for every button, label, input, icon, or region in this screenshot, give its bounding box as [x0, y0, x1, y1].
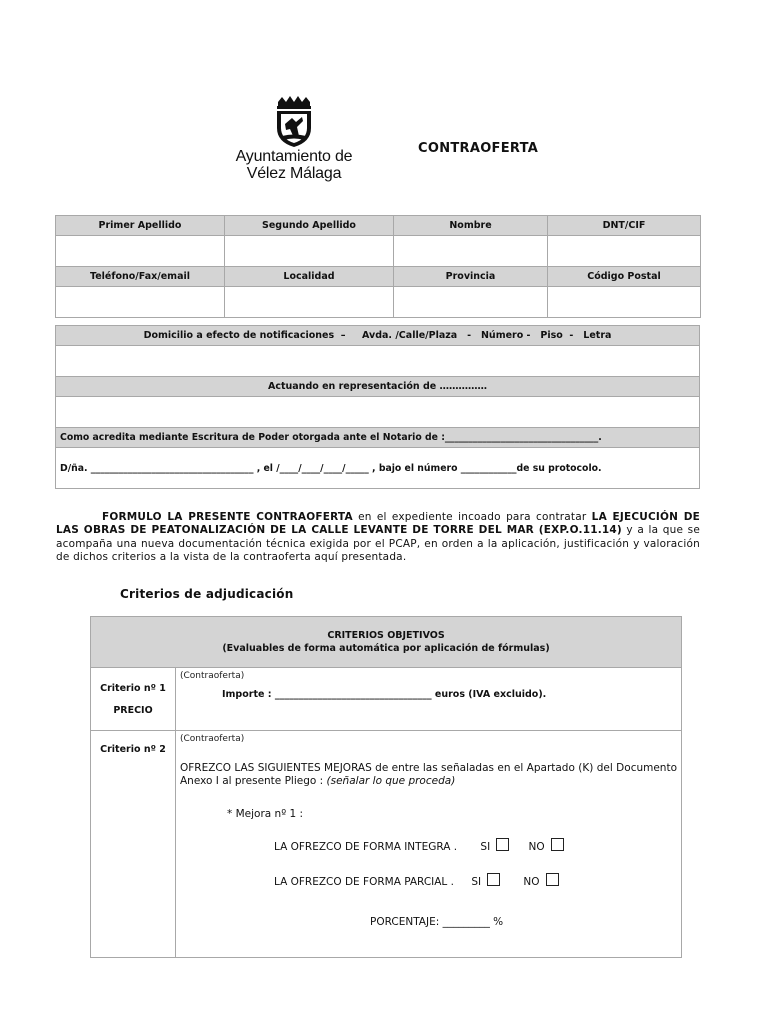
field-segundo-apellido[interactable]: [225, 236, 394, 267]
field-provincia[interactable]: [394, 287, 548, 318]
criteria-header-line1: CRITERIOS OBJETIVOS: [327, 630, 445, 641]
criteria-header-line2: (Evaluables de forma automática por aplicación de fórmulas): [222, 643, 550, 654]
dna-text: D/ña. ___________________________________ , el /____/____/____/_____ , bajo el número ____________de su protocolo.: [56, 448, 700, 489]
mejora-label: * Mejora nº 1 :: [227, 808, 304, 820]
address-table: [55, 325, 700, 489]
field-dni-cif[interactable]: [548, 236, 701, 267]
importe-field[interactable]: Importe : _________________________________ euros (IVA excluido).: [222, 689, 547, 700]
criterion-2-text: [180, 762, 677, 788]
integra-no-label: NO: [528, 841, 545, 853]
integra-si-checkbox[interactable]: [496, 838, 509, 851]
integra-no-checkbox[interactable]: [551, 838, 564, 851]
field-nombre[interactable]: [394, 236, 548, 267]
criterion-2-instruction: (señalar lo que proceda): [326, 775, 456, 787]
criterion-2-body: [176, 731, 682, 958]
field-codigo-postal[interactable]: [548, 287, 701, 318]
header-codigo-postal: Código Postal: [548, 267, 701, 287]
parcial-no-label: NO: [523, 876, 540, 888]
header-representacion: Actuando en representación de ……………: [56, 377, 700, 397]
integra-row: [180, 838, 677, 853]
statement-paragraph: [56, 511, 700, 564]
criterion-2-description: OFREZCO LAS SIGUIENTES MEJORAS de entre las señaladas en el Apartado (K) del Documento Anexo I al presente Pliego :: [180, 762, 678, 787]
statement-tail: y a la que se acompaña una nueva documentación técnica exigida por el PCAP, en orden a la aplicación, justificación y valoración de dichos criterios a la vista de la contraoferta aquí presentada.: [56, 524, 700, 563]
criterion-2-label: Criterio nº 2: [91, 731, 176, 958]
integra-label: LA OFREZCO DE FORMA INTEGRA .: [274, 841, 458, 853]
field-primer-apellido[interactable]: [56, 236, 225, 267]
porcentaje-field[interactable]: PORCENTAJE: _________ %: [370, 916, 504, 928]
criteria-heading: Criterios de adjudicación: [120, 587, 294, 601]
header-localidad: Localidad: [225, 267, 394, 287]
parcial-no-checkbox[interactable]: [546, 873, 559, 886]
header-primer-apellido: Primer Apellido: [56, 216, 225, 236]
integra-si-label: SI: [480, 841, 491, 853]
criterion-2-note: (Contraoferta): [180, 734, 245, 744]
city-council-logo: [232, 96, 356, 188]
header-segundo-apellido: Segundo Apellido: [225, 216, 394, 236]
header-dni-cif: DNT/CIF: [548, 216, 701, 236]
criterion-1-label-cell: [91, 668, 176, 731]
field-localidad[interactable]: [225, 287, 394, 318]
criteria-header: [91, 617, 682, 668]
field-domicilio[interactable]: [56, 346, 700, 377]
coat-of-arms-icon: [272, 96, 316, 148]
criterion-1-note: (Contraoferta): [180, 671, 245, 681]
parcial-label: LA OFREZCO DE FORMA PARCIAL .: [274, 876, 454, 888]
criterion-1-label: Criterio nº 1: [100, 682, 166, 694]
parcial-row: [180, 873, 677, 888]
document-title: CONTRAOFERTA: [418, 141, 539, 156]
statement-lead: FORMULO LA PRESENTE CONTRAOFERTA: [102, 511, 353, 523]
header-domicilio: Domicilio a efecto de notificaciones – Avda. /Calle/Plaza - Número - Piso - Letra: [56, 326, 700, 346]
parcial-si-label: SI: [471, 876, 482, 888]
statement-mid: en el expediente incoado para contratar: [352, 511, 592, 523]
statement-project: LA EJECUCIÓN DE LAS OBRAS DE PEATONALIZACIÓN DE LA CALLE LEVANTE DE TORRE DEL MAR (EXP.O.11.14): [56, 511, 700, 537]
criteria-table: [90, 616, 682, 958]
applicant-table: [55, 215, 701, 318]
header-telefono: Teléfono/Fax/email: [56, 267, 225, 287]
field-representacion[interactable]: [56, 397, 700, 428]
field-telefono[interactable]: [56, 287, 225, 318]
logo-text-line2: Vélez Málaga: [246, 165, 342, 182]
logo-text-line1: Ayuntamiento de: [235, 148, 353, 165]
header-nombre: Nombre: [394, 216, 548, 236]
criterion-1-sub: PRECIO: [113, 704, 153, 716]
parcial-si-checkbox[interactable]: [487, 873, 500, 886]
escritura-text: Como acredita mediante Escritura de Poder otorgada ante el Notario de :_________________________________.: [56, 428, 700, 448]
header-provincia: Provincia: [394, 267, 548, 287]
criterion-1-body: [176, 668, 682, 731]
